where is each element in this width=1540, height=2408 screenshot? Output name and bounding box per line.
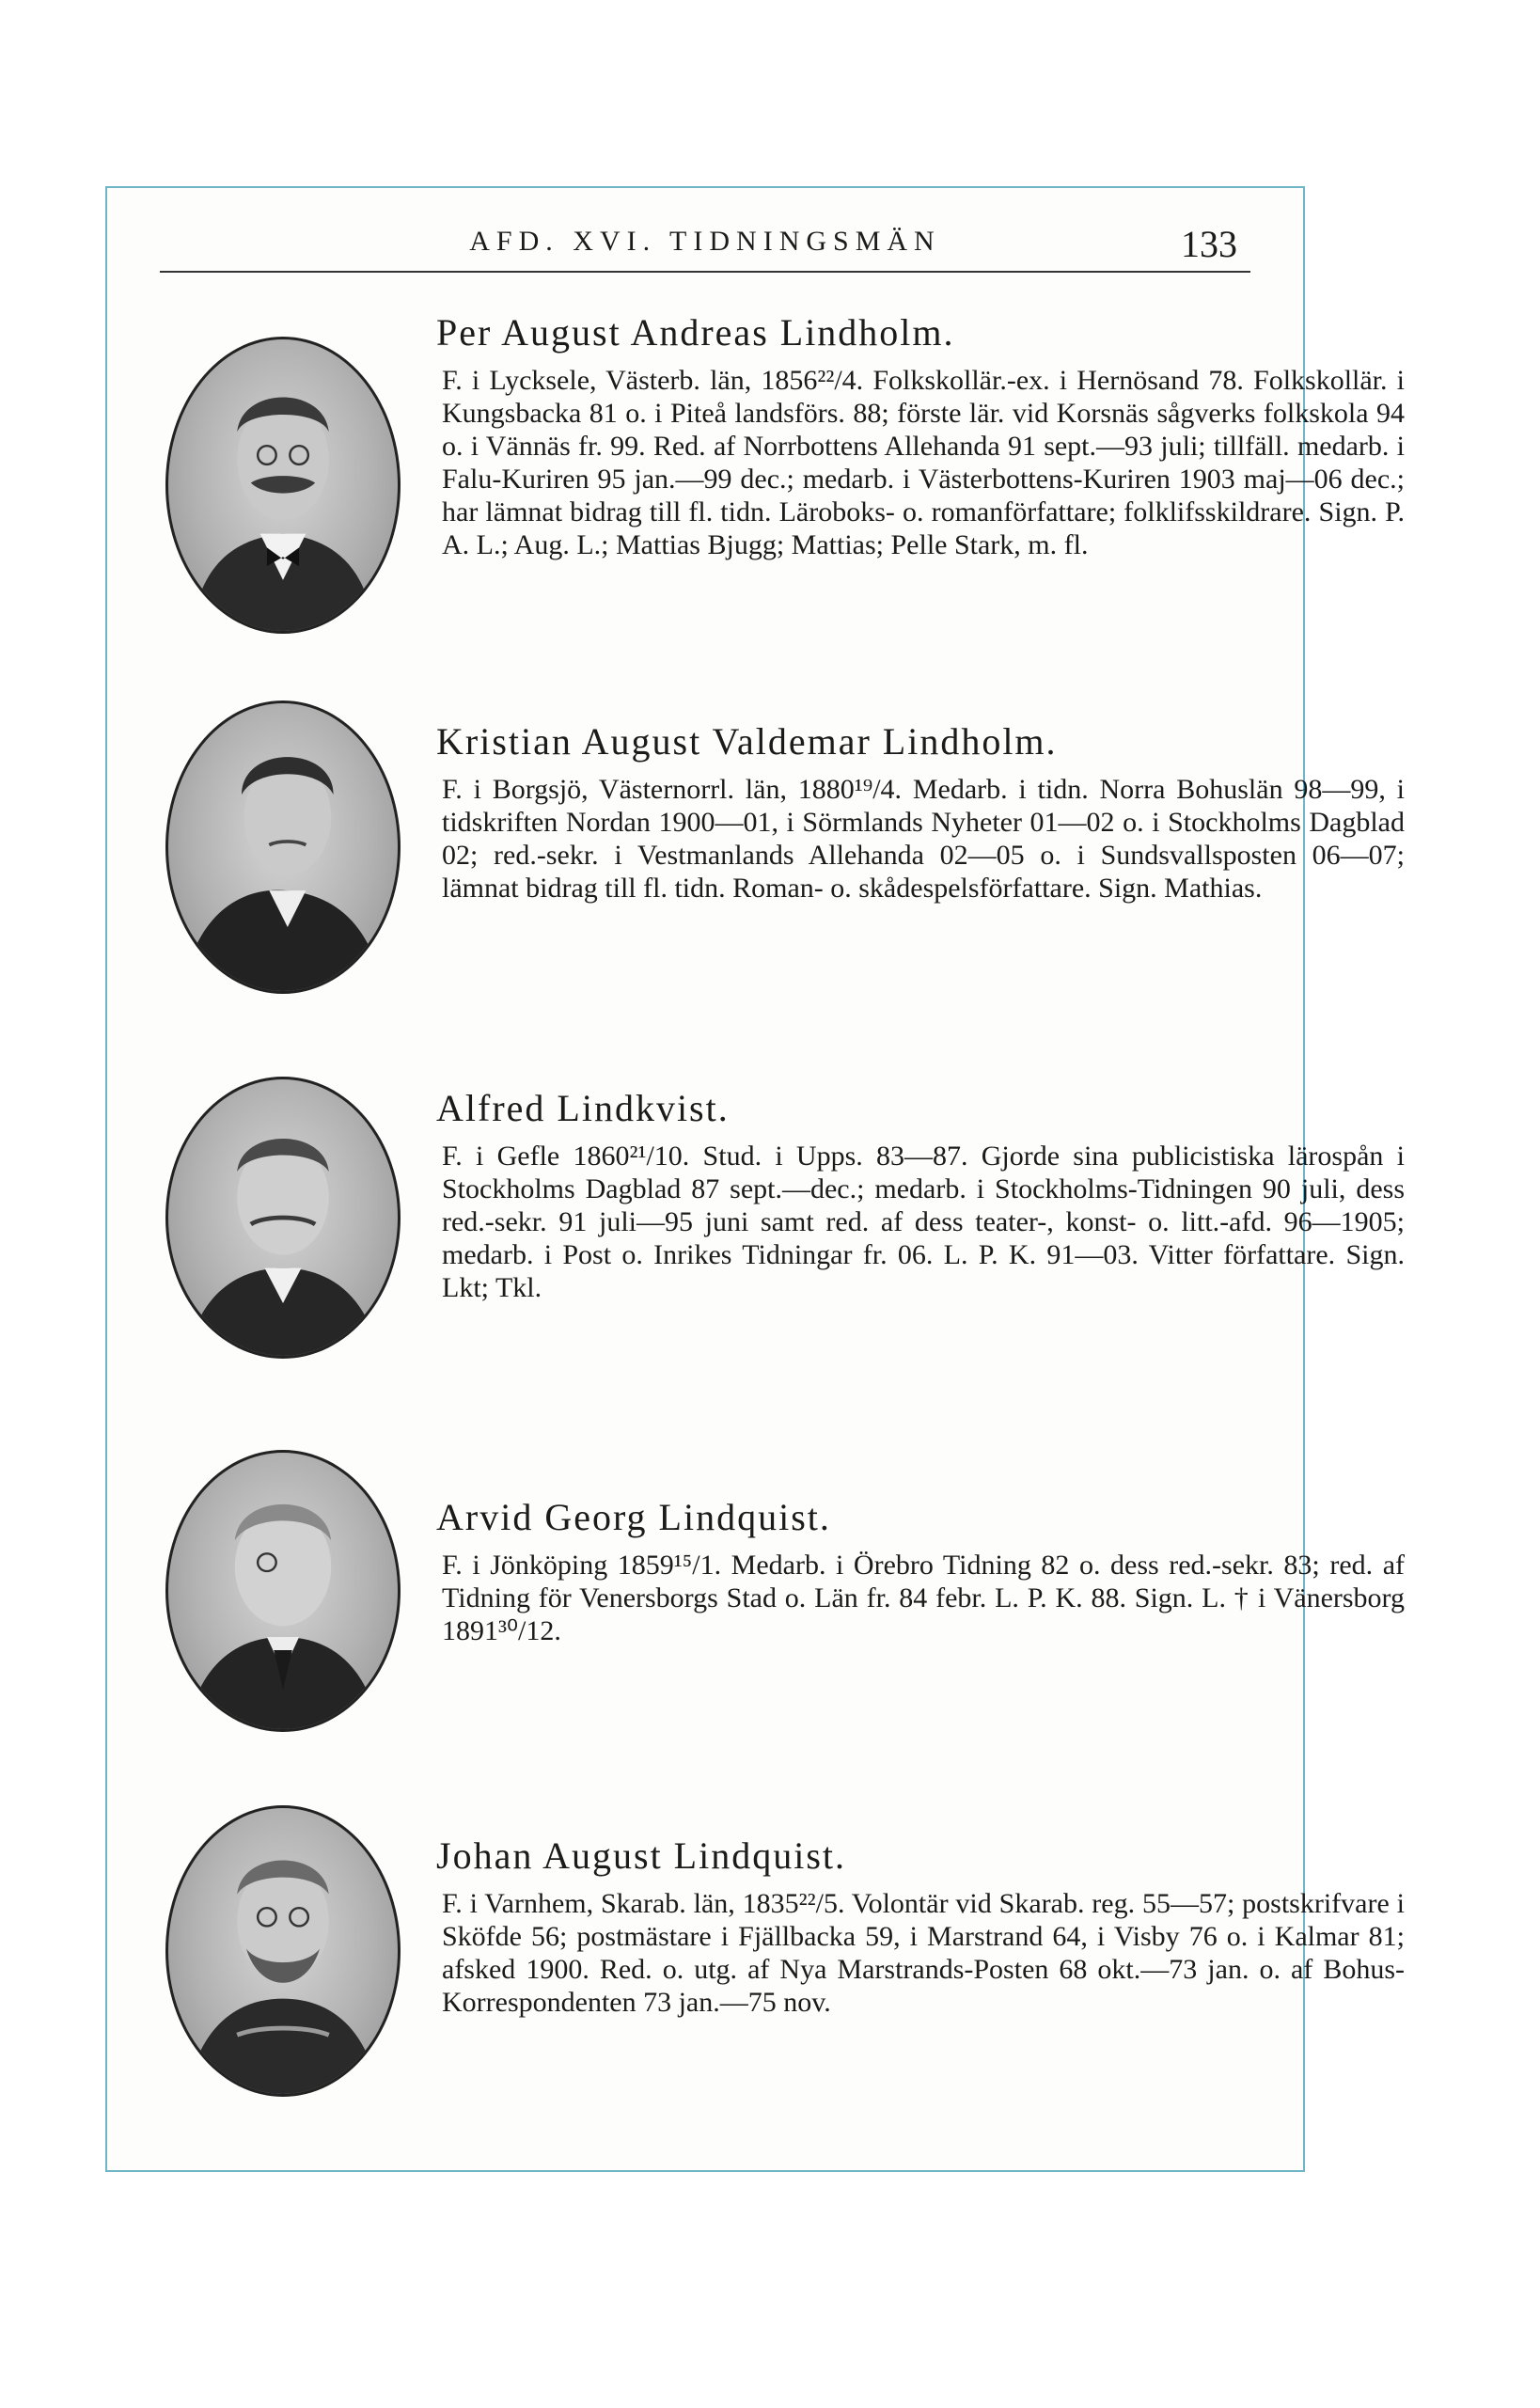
portrait-illustration — [168, 1453, 398, 1729]
person-bio: F. i Lycksele, Västerb. län, 1856²²/4. Folkskollär.-ex. i Hernösand 78. Folkskollär. i Kungsbacka 81 o. i Piteå landsförs. 88; förste lär. vid Korsnäs sågverks folkskola 94 o. i Vännäs fr. 99. Red. af Norrbottens Allehanda 91 sept.—93 juli; tillfäll. medarb. i Falu-Kuriren 95 jan.—99 dec.; medarb. i Västerbottens-Kuriren 1903 maj—06 dec.; har lämnat bidrag till fl. tidn. Läroboks- o. romanförfattare; folklifsskildrare. Sign. P. A. L.; Aug. L.; Mattias Bjugg; Mattias; Pelle Stark, m. fl. — [442, 365, 1405, 560]
portrait-photo — [165, 1805, 401, 2097]
entry-text — [436, 719, 1405, 905]
person-name: Kristian August Valdemar Lindholm. — [436, 720, 1058, 763]
person-name: Per August Andreas Lindholm. — [436, 311, 955, 354]
portrait-illustration — [168, 339, 398, 631]
portrait-illustration — [168, 1079, 398, 1356]
person-name: Johan August Lindquist. — [436, 1834, 847, 1877]
entry-text — [436, 1495, 1405, 1647]
portrait-photo — [165, 700, 401, 994]
entry-text — [436, 310, 1405, 561]
portrait-photo — [165, 337, 401, 634]
person-bio: F. i Gefle 1860²¹/10. Stud. i Upps. 83—87. Gjorde sina publicistiska lärospån i Stockholms Dagblad 87 sept.—dec.; medarb. i Stockholms-Tidningen 90 juli, dess red.-sekr. 91 juli—95 juni samt red. af dess teater-, konst- o. litt.-afd. 96—1905; medarb. i Post o. Inrikes Tidningar fr. 06. L. P. K. 91—03. Vitter författare. Sign. Lkt; Tkl. — [442, 1141, 1405, 1303]
person-bio: F. i Jönköping 1859¹⁵/1. Medarb. i Örebro Tidning 82 o. dess red.-sekr. 83; red. af Tidning för Venersborgs Stad o. Län fr. 84 febr. L. P. K. 88. Sign. L. † i Vänersborg 1891³⁰/12. — [442, 1550, 1405, 1646]
portrait-illustration — [168, 1808, 398, 2094]
entry-text — [436, 1086, 1405, 1304]
portrait-photo — [165, 1077, 401, 1359]
person-name: Arvid Georg Lindquist. — [436, 1496, 831, 1538]
portrait-photo — [165, 1450, 401, 1732]
person-name: Alfred Lindkvist. — [436, 1087, 730, 1129]
section-title: AFD. XVI. TIDNINGSMÄN — [469, 226, 941, 257]
person-bio: F. i Borgsjö, Västernorrl. län, 1880¹⁹/4. Medarb. i tidn. Norra Bohuslän 98—99, i tidskriften Nordan 1900—01, i Sörmlands Nyheter 01—02 o. i Stockholms Dagblad 02; red.-sekr. i Vestmanlands Allehanda 02—05 o. i Sundsvallsposten 06—07; lämnat bidrag till fl. tidn. Roman- o. skådespelsförfattare. Sign. Mathias. — [442, 774, 1405, 904]
portrait-illustration — [168, 703, 398, 991]
entry-text — [436, 1834, 1405, 2019]
page-number: 133 — [1181, 223, 1237, 265]
person-bio: F. i Varnhem, Skarab. län, 1835²²/5. Volontär vid Skarab. reg. 55—57; postskrifvare i Sköfde 56; postmästare i Fjällbacka 59, i Marstrand 64, i Visby 76 o. i Kalmar 81; afsked 1900. Red. o. utg. af Nya Marstrands-Posten 68 okt.—73 jan. o. af Bohus-Korrespondenten 73 jan.—75 nov. — [442, 1888, 1405, 2018]
running-head — [160, 218, 1250, 273]
